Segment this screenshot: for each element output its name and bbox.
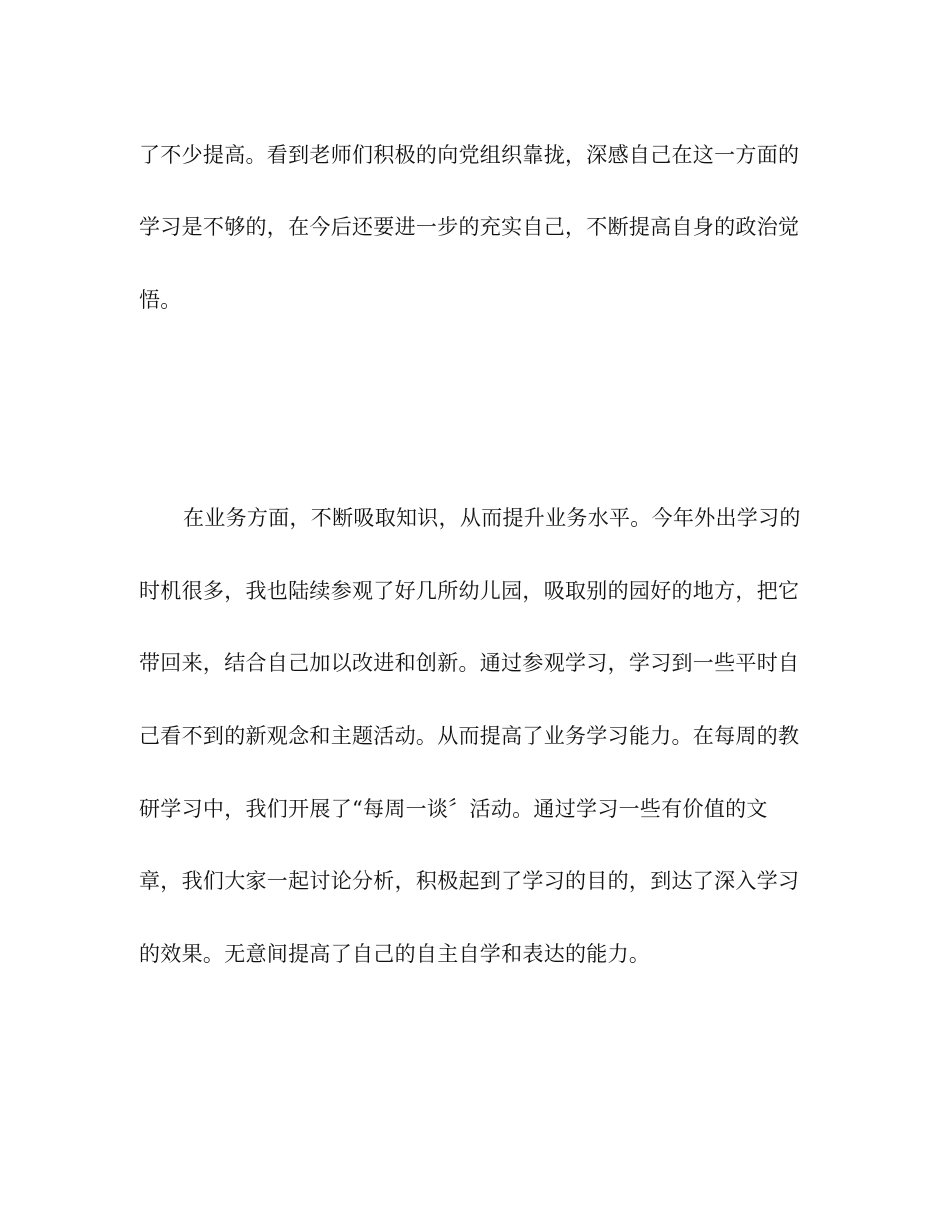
text-line: 章，我们大家一起讨论分析，积极起到了学习的目的，到达了深入学习 <box>139 869 800 893</box>
text-line: 带回来，结合自己加以改进和创新。通过参观学习，学习到一些平时自 <box>139 651 800 675</box>
text-line: 在业务方面，不断吸取知识，从而提升业务水平。今年外出学习的 <box>183 506 801 530</box>
text-line: 了不少提高。看到老师们积极的向党组织靠拢，深感自己在这一方面的 <box>139 143 800 167</box>
text-line: 的效果。无意间提高了自己的自主自学和表达的能力。 <box>139 942 651 966</box>
text-line: 悟。 <box>139 288 182 312</box>
text-line: 时机很多，我也陆续参观了好几所幼儿园，吸取别的园好的地方，把它 <box>139 579 800 603</box>
text-line: 研学习中，我们开展了“每周一谈〞活动。通过学习一些有价值的文 <box>139 797 768 821</box>
text-line: 学习是不够的，在今后还要进一步的充实自己，不断提高自身的政治觉 <box>139 215 800 239</box>
text-line: 己看不到的新观念和主题活动。从而提高了业务学习能力。在每周的教 <box>139 724 800 748</box>
